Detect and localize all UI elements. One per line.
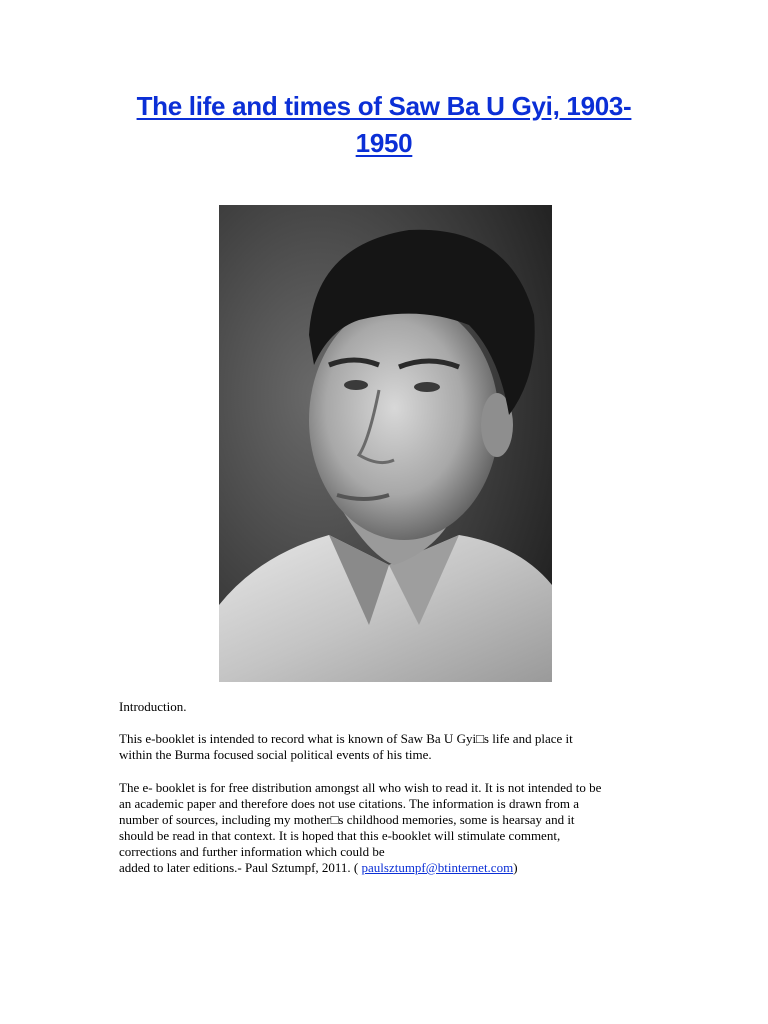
- portrait-photo: [219, 205, 552, 682]
- paragraph-1-line-1: This e-booklet is intended to record what is known of Saw Ba U Gyi□s life and place it: [119, 731, 573, 746]
- paragraph-2-line-6-suffix: ): [513, 860, 518, 875]
- title-line-2: 1950: [355, 128, 413, 158]
- paragraph-2-line-3: number of sources, including my mother□s childhood memories, some is hearsay and it: [119, 812, 575, 827]
- paragraph-2-line-6-prefix: added to later editions.- Paul Sztumpf, 2011. (: [119, 860, 362, 875]
- paragraph-2-line-4: should be read in that context. It is hoped that this e-booklet will stimulate comment,: [119, 828, 561, 843]
- paragraph-2-line-2: an academic paper and therefore does not use citations. The information is drawn from a: [119, 796, 580, 811]
- paragraph-1-line-2: within the Burma focused social political events of his time.: [119, 747, 432, 762]
- paragraph-2-line-5: corrections and further information which could be: [119, 844, 385, 859]
- intro-heading: Introduction.: [119, 699, 187, 714]
- paragraph-2-line-1: The e- booklet is for free distribution amongst all who wish to read it. It is not intended to be: [119, 780, 602, 795]
- title-line-1: The life and times of Saw Ba U Gyi, 1903-: [136, 91, 632, 121]
- paragraph-1: [119, 731, 659, 763]
- document-title: [120, 88, 648, 162]
- paragraph-2: [119, 780, 659, 876]
- email-link[interactable]: paulsztumpf@btinternet.com: [361, 860, 514, 875]
